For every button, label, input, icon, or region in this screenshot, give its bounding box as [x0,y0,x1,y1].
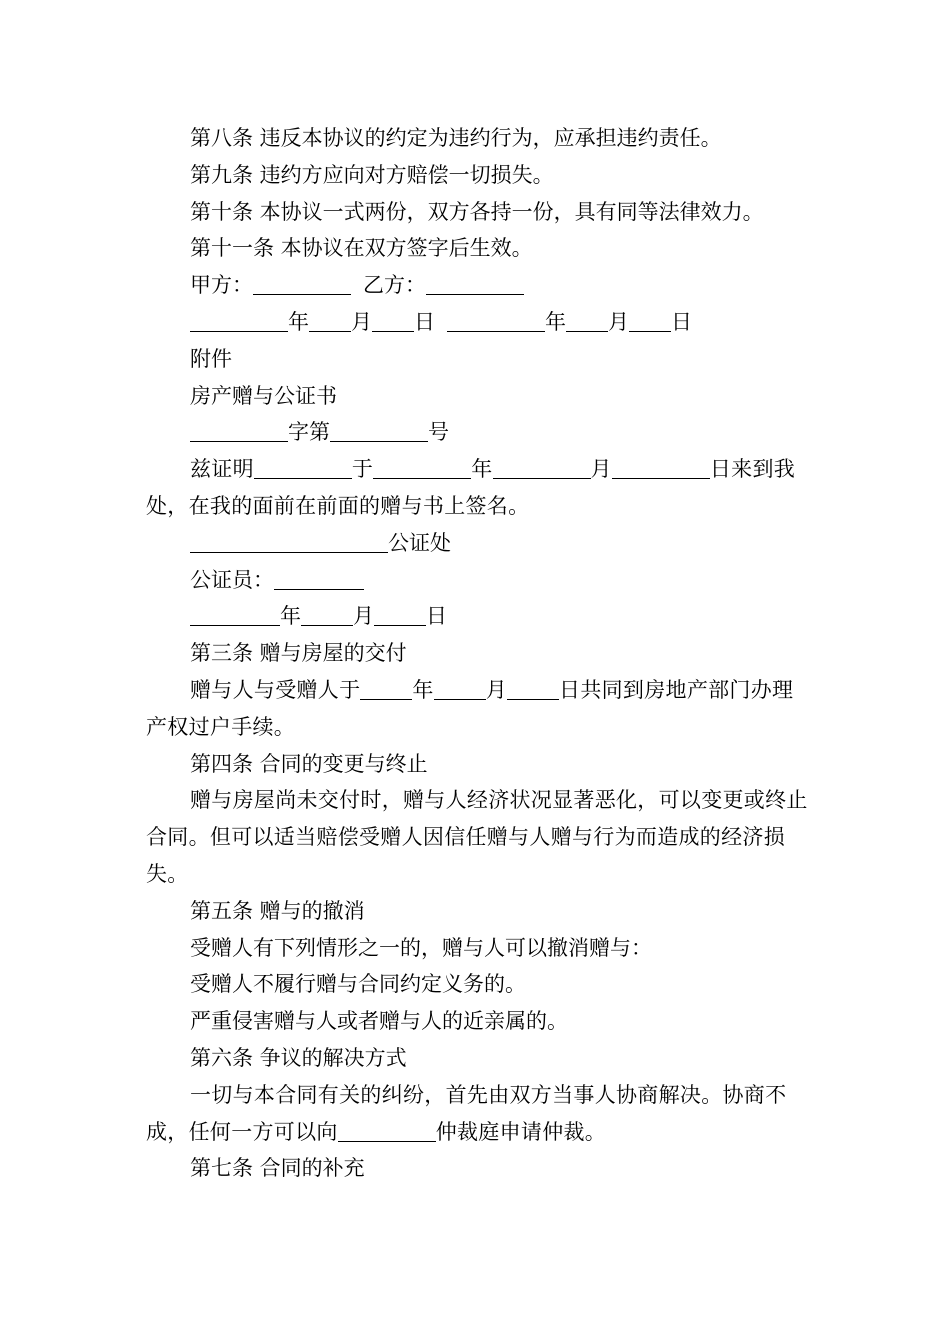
article-9: 第九条 违约方应向对方赔偿一切损失。 [190,162,554,187]
date-b-day-label: 日 [671,309,692,334]
cert-body-end: 日来到我处，在我的面前在前面的赠与书上签名。 [146,457,796,518]
art3-text-start: 赠与人与受赠人于 [190,677,361,702]
notary-blank [274,567,364,590]
arbitration-blank [338,1119,436,1142]
article-3-title: 第三条 赠与房屋的交付 [190,641,407,666]
article-7-title: 第七条 合同的补充 [190,1156,365,1181]
date-a-year-label: 年 [288,309,309,334]
notary-month-blank [301,603,353,626]
cert-body-yu: 于 [351,457,374,482]
notary-label: 公证员： [190,567,274,592]
notary-day-label: 日 [426,604,447,629]
article-3-text [146,672,810,746]
notary-office-line [146,525,810,562]
art3-day-blank [507,677,559,700]
notary-office-blank [190,530,388,553]
cert-body-year: 年 [471,457,493,482]
article-4-title: 第四条 合同的变更与终止 [190,751,428,776]
cert-no-end-label: 号 [428,420,449,445]
article-8: 第八条 违反本协议的约定为违约行为，应承担违约责任。 [190,126,722,150]
art6-text-start: 一切与本合同有关的纠纷，首先由双方当事人协商解决。协商不成，任何一方可以向 [146,1082,787,1144]
date-a-year-blank [190,309,288,332]
article-5-intro: 受赠人有下列情形之一的，赠与人可以撤消赠与： [190,935,652,960]
date-a-month-label: 月 [351,309,372,334]
art3-month-blank [434,677,486,700]
article-10: 第十条 本协议一式两份，双方各持一份，具有同等法律效力。 [190,199,764,224]
date-b-month-blank [566,309,608,332]
party-b-label: 乙方： [363,273,426,298]
signature-parties-line [146,267,810,304]
date-b-month-label: 月 [608,309,629,334]
party-a-blank [253,272,351,295]
art3-year-blank [360,677,412,700]
notary-office-label: 公证处 [388,530,451,555]
article-5-item-2: 严重侵害赠与人或者赠与人的近亲属的。 [190,1009,568,1034]
date-a-day-label: 日 [414,309,435,334]
party-a-label: 甲方： [190,273,253,298]
signature-date-line [146,304,810,341]
art6-text-end: 仲裁庭申请仲裁。 [435,1119,607,1144]
article-11: 第十一条 本协议在双方签字后生效。 [190,236,533,261]
art3-year-label: 年 [412,677,434,702]
notary-year-label: 年 [280,604,301,629]
article-4-text: 赠与房屋尚未交付时，赠与人经济状况显著恶化，可以变更或终止合同。但可以适当赔偿受赠人因信任赠与人赠与行为而造成的经济损失。 [146,788,808,886]
notary-line [146,562,810,599]
date-a-day-blank [372,309,414,332]
date-b-day-blank [629,309,671,332]
certificate-body [146,451,810,525]
appendix-title: 附件 [190,346,232,371]
party-b-blank [426,272,524,295]
notary-day-blank [374,603,426,626]
cert-year-blank [373,456,471,479]
article-5-item-1: 受赠人不履行赠与合同约定义务的。 [190,972,526,997]
notary-year-blank [190,603,280,626]
cert-body-month: 月 [590,457,612,482]
notary-month-label: 月 [353,604,374,629]
art3-text-end: 日共同到房地产部门办理产权过户手续。 [146,677,794,739]
cert-day-blank [612,456,710,479]
article-5-title: 第五条 赠与的撤消 [190,898,365,923]
certificate-number-line [146,414,810,451]
cert-body-start: 兹证明 [190,457,254,482]
cert-no-mid-label: 字第 [288,420,330,445]
cert-prefix-blank [190,419,288,442]
cert-number-blank [330,419,428,442]
notary-date-line [146,598,810,635]
document-body [146,120,810,1187]
cert-month-blank [493,456,591,479]
date-b-year-blank [447,309,545,332]
article-6-title: 第六条 争议的解决方式 [190,1045,407,1070]
certificate-title: 房产赠与公证书 [190,383,337,408]
date-a-month-blank [309,309,351,332]
cert-person-blank [254,456,352,479]
date-b-year-label: 年 [545,309,566,334]
article-6-text [146,1077,810,1151]
art3-month-label: 月 [485,677,508,702]
